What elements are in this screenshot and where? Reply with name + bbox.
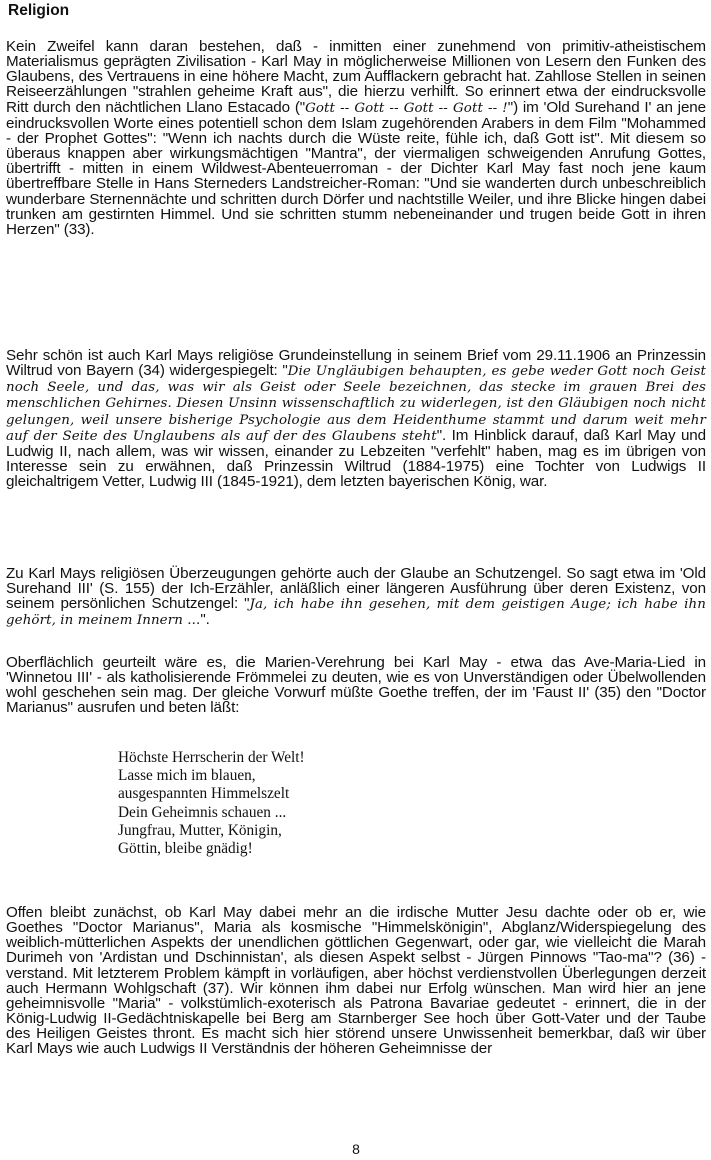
document-page xyxy=(6,0,706,1160)
poem-line: Jungfrau, Mutter, Königin, xyxy=(118,821,282,839)
paragraph-text: Sehr schön ist auch Karl Mays religiöse Grundeinstellung in seinem Brief vom 29.11.1906 an Prinzessin Wiltrud von Bayern (34) widergespiegelt: " xyxy=(6,347,706,380)
poem xyxy=(118,749,305,858)
poem-line: Dein Geheimnis schauen ... xyxy=(118,803,287,821)
paragraph-text: Kein Zweifel kann daran bestehen, daß - inmitten einer zunehmend von primitiv-atheistischem Materialismus geprägten Zivilisation - Karl May in möglicherweise Millionen von Lesern den Funken des Glaubens, des Vertrauens in eine höhere Macht, zum Aufflackern gebracht hat. Zahllose Stellen in seinen Reiseerzählungen "strahlen geheime Kraft aus", die hierzu verhilft. So erinnert etwa der eindrucksvolle Ritt durch den nächtlichen Llano Estacado (" xyxy=(6,38,706,116)
poem-line: ausgespannten Himmelszelt xyxy=(118,785,290,803)
paragraph-faith xyxy=(6,39,706,237)
paragraph-mother: Offen bleibt zunächst, ob Karl May dabei mehr an die irdische Mutter Jesu dachte oder ob er, wie Goethes "Doctor Marianus", Maria als kosmische "Himmelskönigin", Abglanz/Widerspiegelung des weiblich-mütterlichen Aspekts der unendlichen göttlichen Gegenwart, oder gar, wie vielleicht die Marah Durimeh von 'Ardistan und Dschinnistan', als diesen Aspekt selbst - Jürgen Pinnows "Tao-ma"? (36) - verstand. Mit letzterem Problem kämpft in vorläufigen, aber höchst verdienstvollen Überlegungen derzeit auch Hermann Wohlgschaft (37). Wir können ihm dabei nur Erfolg wünschen. Man wird hier an jene geheimnisvolle "Maria" - volkstümlich-exoterisch als Patrona Bavariae gedeutet - erinnert, die in der König-Ludwig II-Gedächtniskapelle bei Berg am Starnberger See hoch über Gott-Vater und der Taube des Heiligen Geistes thront. Es macht sich hier störend unsere Unwissenheit bemerkbar, daß wir über Karl Mays wie auch Ludwigs II Verständnis der höheren Geheimnisse der xyxy=(6,904,706,1058)
poem-line: Lasse mich im blauen, xyxy=(118,767,256,785)
paragraph-text: ". Im Hinblick darauf, daß Karl May und Ludwig II, nach allem, was wir wissen, einander zu Lebzeiten "verfehlt" haben, mag es im übrigen von Interesse sein zu erwähnen, daß Prinzessin Wiltrud (1884-1975) eine Tochter von Ludwigs II gleichaltrigem Vetter, Ludwig III (1845-1921), dem letzten bayerischen König, war. xyxy=(6,426,706,491)
section-heading: Religion xyxy=(8,2,70,19)
poem-line: Höchste Herrscherin der Welt! xyxy=(118,749,305,766)
paragraph-text: ") im 'Old Surehand I' an jene eindrucksvollen Worte eines potentiell schon dem Islam zugehörenden Arabers in dem Film "Mohammed - der Prophet Gottes": "Wenn ich nachts durch die Wüste reite, fühle ich, daß Gott ist". Mit diesem so überaus knappen aber wirkungsmächtigen "Mantra", der viermaligen schweigenden Anrufung Gottes, übertrifft - mitten in einem Wildwest-Abenteuerroman - der Dichter Karl May fast noch jene kaum übertreffbare Stelle in Hans Sterneders Landstreicher-Roman: "Und sie wanderten durch unbeschreiblich wunderbare Sternennächte und schritten durch Dörfer und nachtstille Weiler, und ihre Blicke hingen dabei trunken am gestirnten Himmel. Und sie schritten stumm nebeneinander und trugen beide Gott in ihren Herzen" (33). xyxy=(6,98,706,238)
paragraph-guardian-angel xyxy=(6,566,706,629)
paragraph-text: Zu Karl Mays religiösen Überzeugungen gehörte auch der Glaube an Schutzengel. So sagt etwa im 'Old Surehand III' (S. 155) der Ich-Erzähler, anläßlich einer längeren Ausführung über deren Existenz, von seinem persönlichen Schutzengel: " xyxy=(6,565,706,613)
paragraph-marian: Oberflächlich geurteilt wäre es, die Marien-Verehrung bei Karl May - etwa das Ave-Maria-Lied in 'Winnetou III' - als katholisierende Frömmelei zu deuten, wie es von Unverständigen oder Übelwollenden wohl geschehen sein mag. Der gleiche Vorwurf müßte Goethe treffen, der im 'Faust II' (35) den "Doctor Marianus" ausrufen und beten läßt: xyxy=(6,654,706,717)
quote-angel: Ja, ich habe ihn gesehen, mit dem geistigen Auge; ich habe ihn gehört, in meinem Innern ... xyxy=(6,597,706,629)
paragraph-letter xyxy=(6,348,706,489)
quote-gott: Gott -- Gott -- Gott -- Gott -- ! xyxy=(305,100,508,116)
page-number: 8 xyxy=(352,1141,360,1157)
quote-letter: Die Ungläubigen behaupten, es gebe weder Gott noch Geist noch Seele, und das, was wir als Geist oder Seele bezeichnen, das stecke im grauen Brei des menschlichen Gehirnes. Diesen Unsinn wissenschaftlich zu widerlegen, ist den Gläubigen noch nicht gelungen, weil unsere bisherige Psychologie aus dem Heidenthume stammt und darum weit mehr auf der Seite des Unglaubens als auf der des Glaubens steht xyxy=(6,364,706,444)
paragraph-text: ". xyxy=(200,611,210,629)
poem-line: Göttin, bleibe gnädig! xyxy=(118,840,253,858)
